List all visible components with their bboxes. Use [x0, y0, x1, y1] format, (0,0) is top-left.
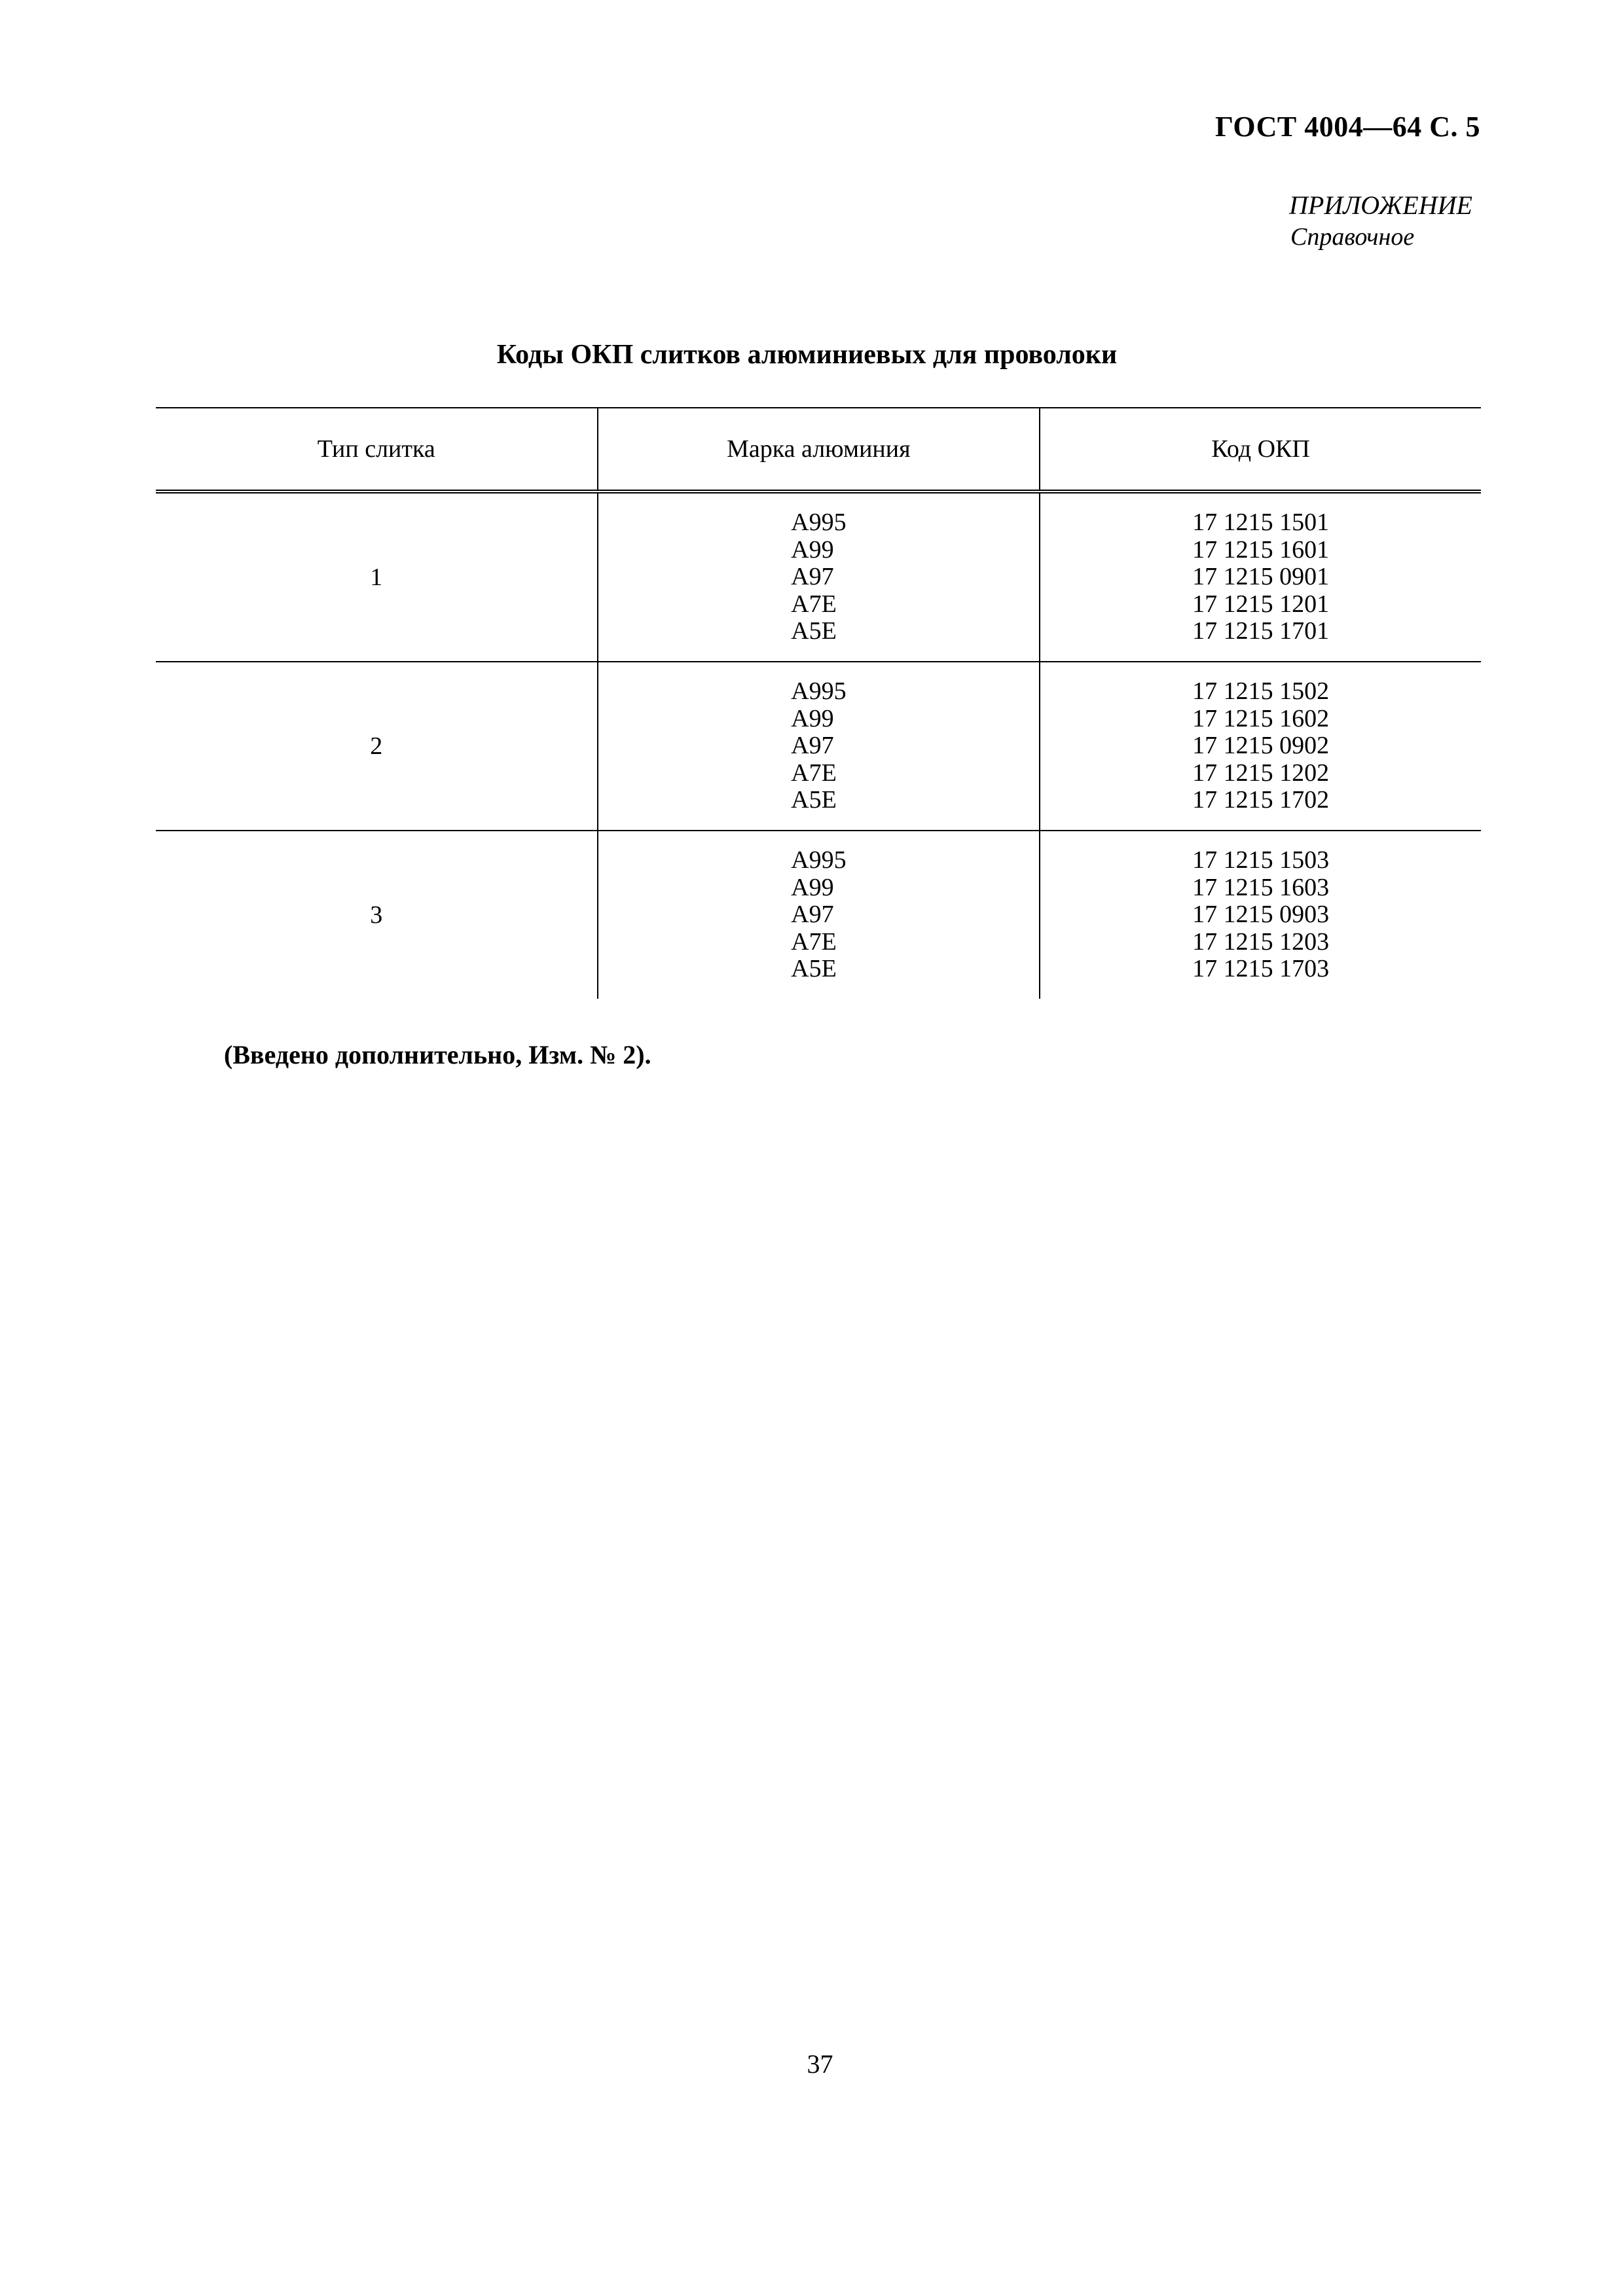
page-header: ГОСТ 4004—64 С. 5 — [1214, 111, 1480, 143]
ingot-type-cell — [156, 662, 598, 831]
code-value: 17 1215 1702 — [1192, 786, 1330, 814]
table-header-row — [156, 408, 1481, 492]
ingot-type-value: 2 — [370, 732, 383, 760]
table-row — [156, 662, 1481, 831]
code-value: 17 1215 1501 — [1192, 509, 1330, 536]
grade-value: А99 — [791, 873, 834, 901]
appendix-label: ПРИЛОЖЕНИЕ — [1289, 190, 1472, 220]
grade-value: А99 — [791, 535, 834, 564]
code-value: 17 1215 1203 — [1192, 927, 1330, 956]
appendix-label-block — [1289, 190, 1472, 253]
grade-value: А97 — [791, 732, 834, 759]
code-list — [1192, 847, 1329, 983]
appendix-kind: Справочное — [1290, 223, 1415, 251]
code-list — [1192, 509, 1329, 645]
grade-value: А97 — [791, 563, 834, 590]
code-value: 17 1215 0903 — [1192, 901, 1330, 928]
grade-value: А5Е — [791, 617, 837, 645]
amendment-note: (Введено дополнительно, Изм. № 2). — [224, 1040, 651, 1069]
grade-value: А5Е — [791, 955, 837, 982]
table-title-block — [0, 339, 1623, 370]
aluminium-grade-cell — [598, 492, 1040, 662]
page-number: 37 — [807, 2049, 833, 2079]
okp-code-cell — [1040, 662, 1481, 831]
grade-value: А7Е — [791, 759, 837, 787]
grade-value: А995 — [791, 509, 847, 536]
grade-value: А7Е — [791, 590, 837, 618]
code-value: 17 1215 1201 — [1192, 590, 1330, 618]
aluminium-grade-cell — [598, 831, 1040, 999]
code-value: 17 1215 1602 — [1192, 704, 1330, 732]
code-value: 17 1215 1601 — [1192, 535, 1330, 564]
table-row — [156, 831, 1481, 999]
grade-value: А7Е — [791, 927, 837, 956]
ingot-type-value: 1 — [370, 564, 383, 591]
code-value: 17 1215 1603 — [1192, 873, 1330, 901]
code-value: 17 1215 1502 — [1192, 677, 1330, 705]
code-value: 17 1215 1701 — [1192, 617, 1330, 645]
code-value: 17 1215 1503 — [1192, 846, 1330, 874]
grade-value: А995 — [791, 846, 847, 874]
okp-code-cell — [1040, 831, 1481, 999]
code-list — [1192, 678, 1329, 814]
table-row — [156, 492, 1481, 662]
okp-codes-table — [156, 407, 1481, 999]
okp-code-cell — [1040, 492, 1481, 662]
ingot-type-cell — [156, 831, 598, 999]
aluminium-grade-cell — [598, 662, 1040, 831]
ingot-type-value: 3 — [370, 901, 383, 929]
column-header-aluminium-grade: Марка алюминия — [598, 408, 1040, 492]
grade-list — [791, 678, 846, 814]
column-header-okp-code: Код ОКП — [1040, 408, 1481, 492]
code-value: 17 1215 1202 — [1192, 759, 1330, 787]
grade-value: А995 — [791, 677, 847, 705]
grade-value: А5Е — [791, 786, 837, 814]
grade-value: А99 — [791, 704, 834, 732]
column-header-ingot-type: Тип слитка — [156, 408, 598, 492]
grade-value: А97 — [791, 901, 834, 928]
grade-list — [791, 847, 846, 983]
page-number-block — [0, 2049, 1623, 2079]
code-value: 17 1215 0901 — [1192, 563, 1330, 590]
code-value: 17 1215 1703 — [1192, 955, 1330, 982]
grade-list — [791, 509, 846, 645]
ingot-type-cell — [156, 492, 598, 662]
table-title: Коды ОКП слитков алюминиевых для проволоки — [496, 340, 1118, 370]
code-value: 17 1215 0902 — [1192, 732, 1330, 759]
